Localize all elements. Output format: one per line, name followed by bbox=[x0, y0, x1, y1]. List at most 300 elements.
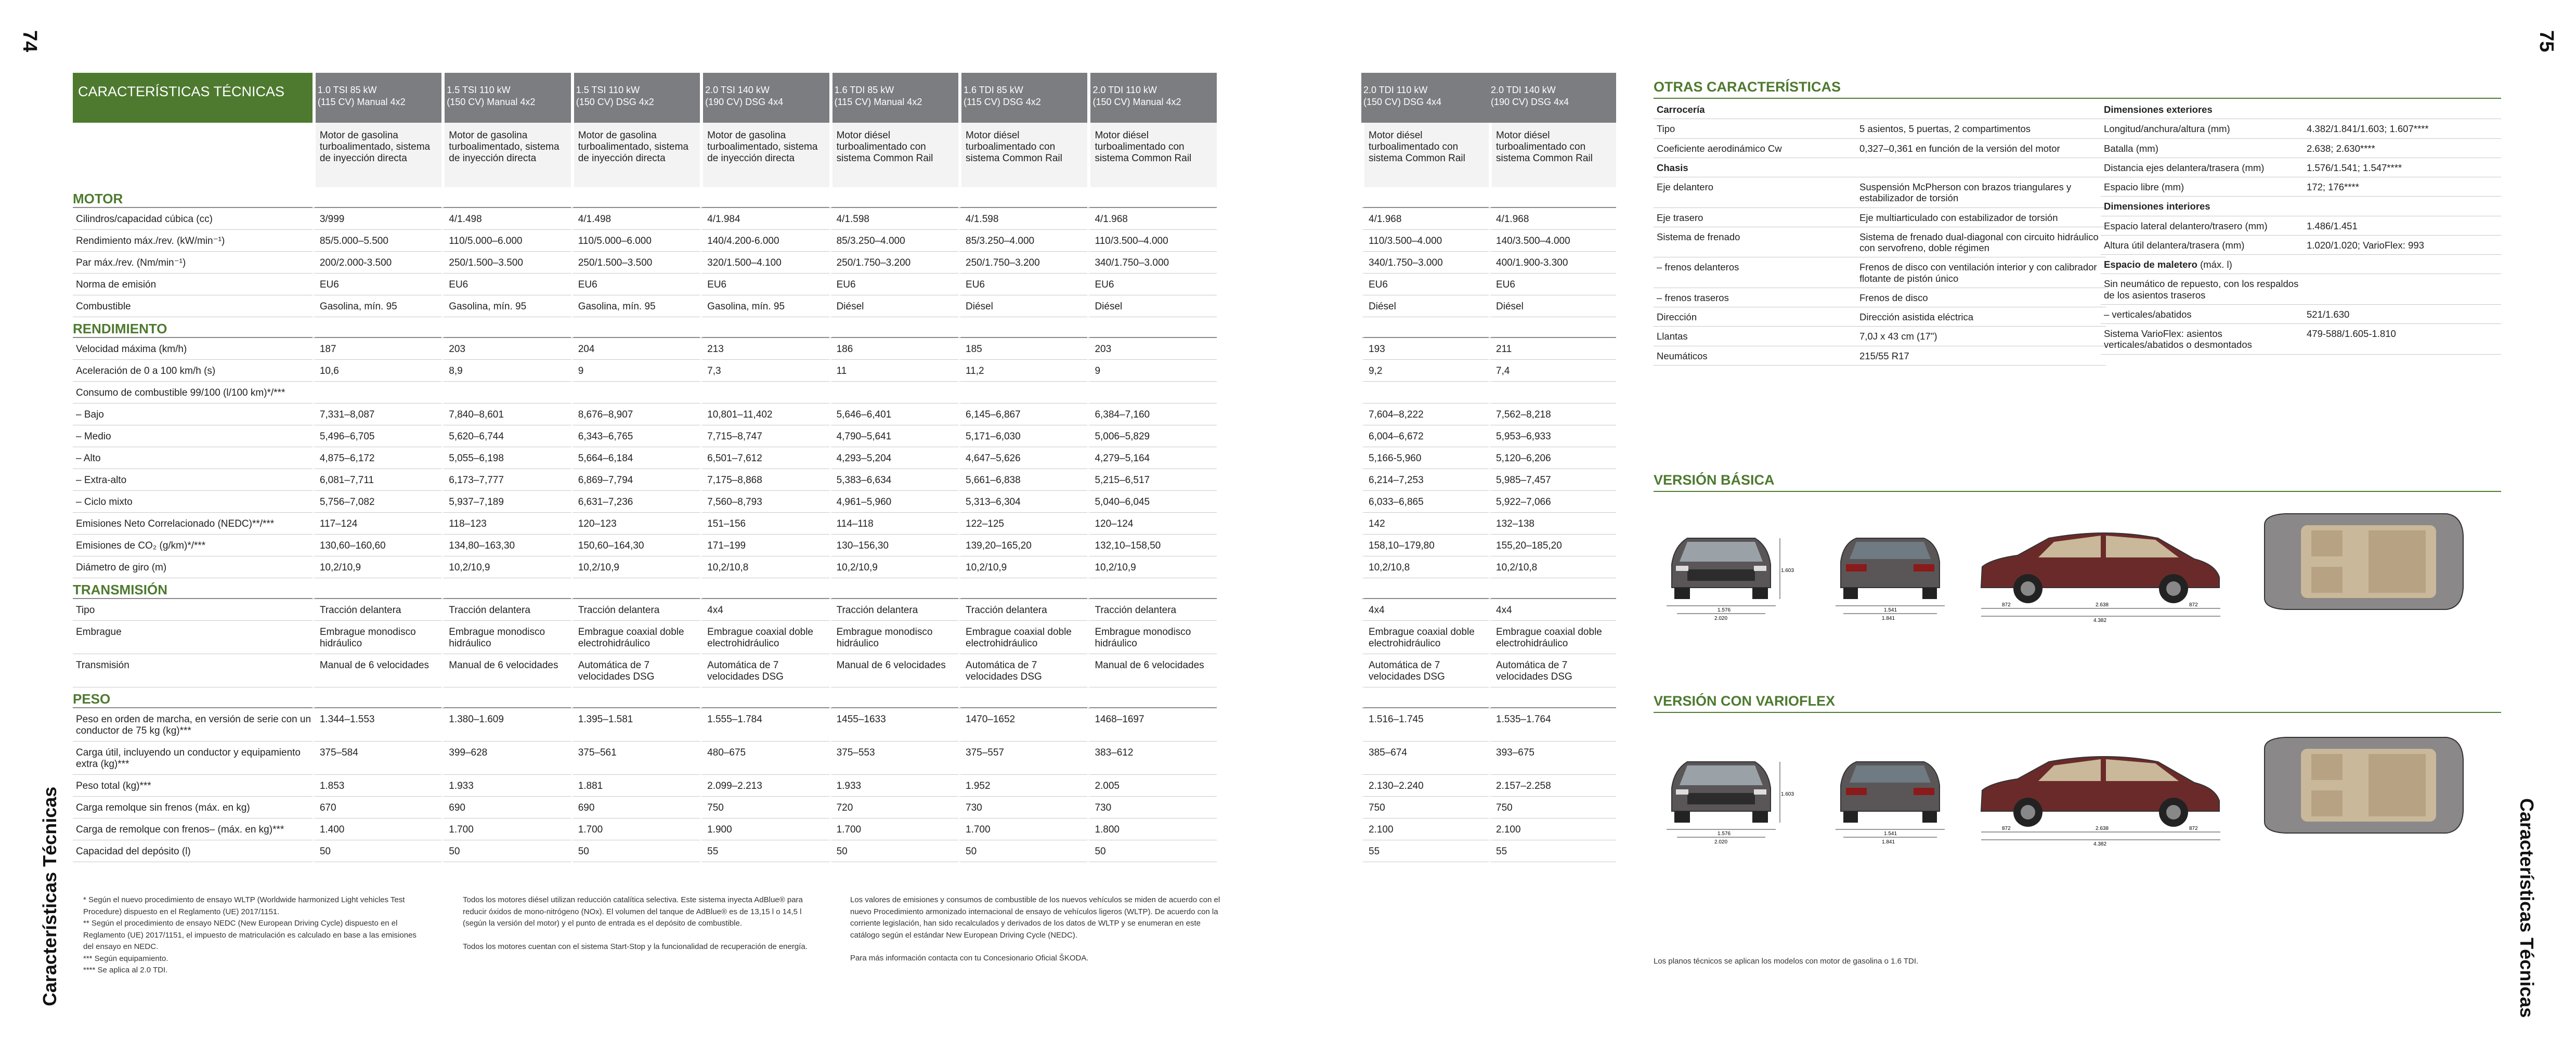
spec-cell: 4/1.968 bbox=[1087, 208, 1217, 230]
other-spec-value: Eje multiarticulado con estabilizador de torsión bbox=[1856, 207, 2106, 227]
other-spec-label: – verticales/abatidos bbox=[2101, 304, 2304, 323]
spec-cell: 50 bbox=[958, 840, 1087, 862]
spec-row-label: Velocidad máxima (km/h) bbox=[73, 338, 313, 360]
spec-cell: 5,620–6,744 bbox=[441, 425, 570, 447]
spec-cell: 6,869–7,794 bbox=[571, 469, 700, 491]
spec-cell: 5,313–6,304 bbox=[958, 491, 1087, 513]
spec-row-label: Norma de emisión bbox=[73, 274, 313, 295]
spec-cell: 7,715–8,747 bbox=[700, 425, 829, 447]
spec-cell: 383–612 bbox=[1087, 742, 1217, 775]
other-spec-value: Suspensión McPherson con brazos triangulares y estabilizador de torsión bbox=[1856, 177, 2106, 208]
other-spec-value: 7,0J x 43 cm (17") bbox=[1856, 327, 2106, 346]
engine-column-header bbox=[700, 73, 829, 123]
spec-cell: 1.933 bbox=[829, 775, 958, 797]
car-side-view bbox=[1971, 510, 2231, 624]
spec-cell: Embrague monodisco hidráulico bbox=[441, 621, 570, 654]
side-title-left: Características Técnicas bbox=[39, 786, 60, 1006]
spec-row-label: Capacidad del depósito (l) bbox=[73, 840, 313, 862]
spec-cell: 10,2/10,9 bbox=[571, 556, 700, 578]
spec-row-label: Aceleración de 0 a 100 km/h (s) bbox=[73, 360, 313, 382]
spec-cell: 7,562–8,218 bbox=[1489, 404, 1616, 425]
spec-cell: Gasolina, mín. 95 bbox=[571, 295, 700, 317]
spec-row-label: – Alto bbox=[73, 447, 313, 469]
spec-cell: 203 bbox=[441, 338, 570, 360]
spec-row-label: Carga remolque sin frenos (máx. en kg) bbox=[73, 797, 313, 818]
spec-cell: Diésel bbox=[958, 295, 1087, 317]
spec-cell: 1.555–1.784 bbox=[700, 708, 829, 742]
spec-cell: 9 bbox=[1087, 360, 1217, 382]
engine-variant: (190 CV) DSG 4x4 bbox=[705, 96, 784, 107]
spec-cell: Embrague coaxial doble electrohidráulico bbox=[700, 621, 829, 654]
spec-cell: 6,033–6,865 bbox=[1361, 491, 1489, 513]
dim-label: 1.841 bbox=[1882, 839, 1895, 845]
footnote: ** Según el procedimiento de ensayo NEDC (New European Driving Cycle) dispuesto en el Reglamento (UE) 2017/1151, el impuesto de matriculación es calculado en base a las emisiones del ensayo en NEDC. bbox=[83, 919, 417, 951]
spec-cell: Automática de 7 velocidades DSG bbox=[958, 654, 1087, 687]
spec-cell: Tracción delantera bbox=[958, 599, 1087, 621]
spec-cell: 1.380–1.609 bbox=[441, 708, 570, 742]
engine-variant: (150 CV) DSG 4x2 bbox=[576, 96, 654, 107]
spec-cell: 750 bbox=[1361, 797, 1489, 818]
spec-cell: Automática de 7 velocidades DSG bbox=[1489, 654, 1616, 687]
other-spec-label: Tipo bbox=[1654, 119, 1856, 138]
engine-variant: (150 CV) Manual 4x2 bbox=[1092, 96, 1181, 107]
engine-name: 1.5 TSI 110 kW bbox=[447, 85, 511, 95]
spec-cell: 480–675 bbox=[700, 742, 829, 775]
spec-cell: EU6 bbox=[958, 274, 1087, 295]
dim-label: 872 bbox=[2002, 826, 2011, 831]
spec-cell bbox=[313, 382, 441, 404]
spec-cell bbox=[958, 382, 1087, 404]
spec-cell: 1.933 bbox=[441, 775, 570, 797]
dim-label: 872 bbox=[2189, 602, 2198, 608]
spec-cell: 185 bbox=[958, 338, 1087, 360]
spec-cell: 10,2/10,8 bbox=[1361, 556, 1489, 578]
spec-cell: 158,10–179,80 bbox=[1361, 535, 1489, 556]
section-title: RENDIMIENTO bbox=[73, 317, 313, 338]
spec-cell: Diésel bbox=[1489, 295, 1616, 317]
spec-cell: 670 bbox=[313, 797, 441, 818]
spec-row-label: Embrague bbox=[73, 621, 313, 654]
other-spec-label: Altura útil delantera/trasera (mm) bbox=[2101, 235, 2304, 254]
spec-cell: 9,2 bbox=[1361, 360, 1489, 382]
car-rear-view bbox=[1828, 510, 1953, 624]
spec-cell: 5,166-5,960 bbox=[1361, 447, 1489, 469]
spec-cell: 151–156 bbox=[700, 513, 829, 535]
engine-column-header bbox=[571, 73, 700, 123]
dim-label: 1.576 bbox=[1718, 831, 1731, 837]
spec-cell bbox=[1361, 382, 1489, 404]
spec-cell: 114–118 bbox=[829, 513, 958, 535]
spec-cell: 7,604–8,222 bbox=[1361, 404, 1489, 425]
spec-cell bbox=[700, 382, 829, 404]
spec-cell: Manual de 6 velocidades bbox=[313, 654, 441, 687]
other-spec-label: Espacio libre (mm) bbox=[2101, 177, 2304, 197]
other-specs-subheading: Dimensiones interiores bbox=[2104, 201, 2210, 212]
spec-cell: 750 bbox=[1489, 797, 1616, 818]
spec-cell: 50 bbox=[313, 840, 441, 862]
other-specs-subheading: Dimensiones exteriores bbox=[2104, 104, 2213, 115]
spec-cell: Embrague monodisco hidráulico bbox=[1087, 621, 1217, 654]
spec-cell: 1470–1652 bbox=[958, 708, 1087, 742]
spec-cell bbox=[1489, 382, 1616, 404]
spec-cell: 10,6 bbox=[313, 360, 441, 382]
spec-row-label: Consumo de combustible 99/100 (l/100 km)*/*** bbox=[73, 382, 313, 404]
engine-name: 1.0 TSI 85 kW bbox=[317, 85, 377, 95]
engine-name: 2.0 TSI 140 kW bbox=[705, 85, 770, 95]
spec-row-label: – Ciclo mixto bbox=[73, 491, 313, 513]
dim-label: 1.603 bbox=[1781, 791, 1794, 797]
other-spec-value: 1.020/1.020; VarioFlex: 993 bbox=[2304, 235, 2501, 254]
spec-cell: EU6 bbox=[1361, 274, 1489, 295]
spec-cell: Embrague coaxial doble electrohidráulico bbox=[958, 621, 1087, 654]
spec-cell: 1.344–1.553 bbox=[313, 708, 441, 742]
spec-cell: Embrague coaxial doble electrohidráulico bbox=[1361, 621, 1489, 654]
engine-column-header bbox=[313, 73, 441, 123]
spec-cell: 8,9 bbox=[441, 360, 570, 382]
other-spec-value bbox=[2304, 274, 2501, 305]
spec-cell: 400/1.900-3.300 bbox=[1489, 252, 1616, 274]
footnote: Para más información contacta con tu Concesionario Oficial ŠKODA. bbox=[850, 954, 1089, 963]
spec-row-label: Carga útil, incluyendo un conductor y equipamiento extra (kg)*** bbox=[73, 742, 313, 775]
engine-description: Motor diésel turboalimentado con sistema Common Rail bbox=[829, 123, 958, 187]
spec-cell: 399–628 bbox=[441, 742, 570, 775]
spec-cell: 7,4 bbox=[1489, 360, 1616, 382]
other-spec-label: Llantas bbox=[1654, 327, 1856, 346]
other-specs-title: OTRAS CARACTERÍSTICAS bbox=[1654, 79, 1841, 95]
other-spec-value: Sistema de frenado dual-diagonal con circuito hidráulico con servofreno, doble régimen bbox=[1856, 227, 2106, 257]
spec-cell: Tracción delantera bbox=[441, 599, 570, 621]
spec-cell: EU6 bbox=[571, 274, 700, 295]
spec-cell bbox=[829, 382, 958, 404]
engine-variant: (150 CV) DSG 4x4 bbox=[1363, 96, 1442, 107]
spec-cell: 5,661–6,838 bbox=[958, 469, 1087, 491]
spec-cell: 5,937–7,189 bbox=[441, 491, 570, 513]
footnote: * Según el nuevo procedimiento de ensayo WLTP (Worldwide harmonized Light vehicles Test Procedure) dispuesto en el Reglamento (UE) 2017/1151. bbox=[83, 895, 405, 916]
spec-cell: 155,20–185,20 bbox=[1489, 535, 1616, 556]
engine-column-header bbox=[958, 73, 1087, 123]
spec-cell: 6,173–7,777 bbox=[441, 469, 570, 491]
spec-cell: 186 bbox=[829, 338, 958, 360]
engine-variant: (115 CV) DSG 4x2 bbox=[964, 96, 1041, 107]
spec-cell: 130–156,30 bbox=[829, 535, 958, 556]
spec-cell: 1.700 bbox=[441, 818, 570, 840]
spec-row-label: Combustible bbox=[73, 295, 313, 317]
dim-label: 2.638 bbox=[2096, 602, 2109, 608]
car-rear-view bbox=[1828, 733, 1953, 848]
dim-label: 1.841 bbox=[1882, 616, 1895, 621]
other-spec-label: Eje delantero bbox=[1654, 177, 1856, 208]
spec-cell: 139,20–165,20 bbox=[958, 535, 1087, 556]
spec-cell: 4/1.984 bbox=[700, 208, 829, 230]
spec-cell: 10,2/10,9 bbox=[829, 556, 958, 578]
other-spec-value: 521/1.630 bbox=[2304, 304, 2501, 323]
other-spec-label: Dirección bbox=[1654, 307, 1856, 327]
dim-label: 2.638 bbox=[2096, 826, 2109, 831]
other-spec-value: 2.638; 2.630**** bbox=[2304, 138, 2501, 158]
car-side-view bbox=[1971, 733, 2231, 848]
footnote-right: Los planos técnicos se aplican los modelos con motor de gasolina o 1.6 TDI. bbox=[1654, 957, 1919, 966]
spec-cell: EU6 bbox=[1489, 274, 1616, 295]
engine-description: Motor diésel turboalimentado con sistema Common Rail bbox=[1361, 123, 1489, 187]
other-spec-value: 0,327–0,361 en función de la versión del motor bbox=[1856, 138, 2106, 158]
spec-cell: 10,2/10,9 bbox=[1087, 556, 1217, 578]
spec-row-label: Emisiones de CO₂ (g/km)*/*** bbox=[73, 535, 313, 556]
spec-cell: 320/1.500–4.100 bbox=[700, 252, 829, 274]
other-specs-subheading: Chasis bbox=[1657, 162, 1688, 173]
spec-cell: 50 bbox=[441, 840, 570, 862]
spec-cell: 1.400 bbox=[313, 818, 441, 840]
spec-cell: Automática de 7 velocidades DSG bbox=[571, 654, 700, 687]
spec-cell: 1.535–1.764 bbox=[1489, 708, 1616, 742]
spec-cell: 5,055–6,198 bbox=[441, 447, 570, 469]
spec-cell: 55 bbox=[700, 840, 829, 862]
other-specs-subnote: (máx. l) bbox=[2200, 259, 2232, 270]
spec-cell: 193 bbox=[1361, 338, 1489, 360]
dim-label: 2.020 bbox=[1714, 839, 1728, 845]
other-spec-label: Eje trasero bbox=[1654, 207, 1856, 227]
engine-description: Motor diésel turboalimentado con sistema Common Rail bbox=[1489, 123, 1616, 187]
spec-cell: 385–674 bbox=[1361, 742, 1489, 775]
spec-cell: 4,647–5,626 bbox=[958, 447, 1087, 469]
engine-variant: (190 CV) DSG 4x4 bbox=[1491, 96, 1569, 107]
spec-cell: 213 bbox=[700, 338, 829, 360]
spec-cell: 110/5.000–6.000 bbox=[441, 230, 570, 252]
spec-cell: 2.100 bbox=[1489, 818, 1616, 840]
engine-description: Motor diésel turboalimentado con sistema Common Rail bbox=[958, 123, 1087, 187]
spec-cell: 4/1.598 bbox=[829, 208, 958, 230]
spec-cell: 5,496–6,705 bbox=[313, 425, 441, 447]
spec-cell: 3/999 bbox=[313, 208, 441, 230]
spec-row-label: – Extra-alto bbox=[73, 469, 313, 491]
spec-cell: 375–584 bbox=[313, 742, 441, 775]
spec-cell: 730 bbox=[958, 797, 1087, 818]
dim-label: 4.382 bbox=[2093, 841, 2107, 847]
spec-cell: Automática de 7 velocidades DSG bbox=[1361, 654, 1489, 687]
version-varioflex-rule bbox=[1654, 712, 2501, 713]
other-spec-label: Sin neumático de repuesto, con los respaldos de los asientos traseros bbox=[2101, 274, 2304, 305]
spec-cell: 55 bbox=[1361, 840, 1489, 862]
dim-label: 2.020 bbox=[1714, 616, 1728, 621]
spec-cell: 5,985–7,457 bbox=[1489, 469, 1616, 491]
engine-variant: (115 CV) Manual 4x2 bbox=[834, 96, 922, 107]
spec-cell: 4,875–6,172 bbox=[313, 447, 441, 469]
engine-name: 1.6 TDI 85 kW bbox=[964, 85, 1023, 95]
engine-variant: (115 CV) Manual 4x2 bbox=[317, 96, 406, 107]
spec-cell: 10,2/10,8 bbox=[1489, 556, 1616, 578]
spec-row-label: Cilindros/capacidad cúbica (cc) bbox=[73, 208, 313, 230]
spec-cell: 1.800 bbox=[1087, 818, 1217, 840]
page-number-right: 75 bbox=[2535, 30, 2557, 53]
footnote: Los valores de emisiones y consumos de combustible de los nuevos vehículos se miden de acuerdo con el nuevo Procedimiento armonizado internacional de ensayo de vehículos ligeros (WLTP). De acuerdo con la corriente legislación, han sido recalculados y derivados de los datos de WLTP y se enumeran en este catálogo según el estándar New European Driving Cycle (NEDC). bbox=[850, 895, 1220, 940]
spec-cell: 120–124 bbox=[1087, 513, 1217, 535]
spec-cell: 1.853 bbox=[313, 775, 441, 797]
spec-cell: 55 bbox=[1489, 840, 1616, 862]
engine-column-header bbox=[829, 73, 958, 123]
section-title: TRANSMISIÓN bbox=[73, 578, 313, 599]
spec-cell: 5,756–7,082 bbox=[313, 491, 441, 513]
dim-label: 872 bbox=[2002, 602, 2011, 608]
spec-cell: 4/1.598 bbox=[958, 208, 1087, 230]
spec-cell: 250/1.750–3.200 bbox=[829, 252, 958, 274]
page-number-left: 74 bbox=[19, 30, 41, 53]
spec-row-label: Rendimiento máx./rev. (kW/min⁻¹) bbox=[73, 230, 313, 252]
spec-cell: 11,2 bbox=[958, 360, 1087, 382]
footnotes-col2 bbox=[463, 894, 827, 953]
other-spec-value: 4.382/1.841/1.603; 1.607**** bbox=[2304, 119, 2501, 138]
engine-description: Motor de gasolina turboalimentado, sistema de inyección directa bbox=[571, 123, 700, 187]
spec-cell: 375–561 bbox=[571, 742, 700, 775]
spec-cell: 130,60–160,60 bbox=[313, 535, 441, 556]
other-specs-subheading: Carrocería bbox=[1657, 104, 1705, 115]
spec-cell: 110/5.000–6.000 bbox=[571, 230, 700, 252]
spec-cell: Diésel bbox=[829, 295, 958, 317]
spec-cell: 6,214–7,253 bbox=[1361, 469, 1489, 491]
other-spec-label: Sistema VarioFlex: asientos verticales/abatidos o desmontados bbox=[2101, 324, 2304, 355]
other-spec-label: Distancia ejes delantera/trasera (mm) bbox=[2101, 158, 2304, 177]
engine-variant: (150 CV) Manual 4x2 bbox=[447, 96, 536, 107]
engine-column-header bbox=[1489, 73, 1616, 123]
engine-description: Motor de gasolina turboalimentado, sistema de inyección directa bbox=[313, 123, 441, 187]
spec-cell: 187 bbox=[313, 338, 441, 360]
spec-header-label: CARACTERÍSTICAS TÉCNICAS bbox=[73, 73, 313, 123]
spec-cell: Manual de 6 velocidades bbox=[441, 654, 570, 687]
other-spec-label: Sistema de frenado bbox=[1654, 227, 1856, 257]
footnote: Todos los motores diésel utilizan reducción catalítica selectiva. Este sistema inyecta AdBlue® para reducir óxidos de mono-nitrógeno (NOx). El volumen del tanque de AdBlue® es de 13,15 l o 14,5 l (según la versión del motor) y el punto de entrada es el depósito de combustible. bbox=[463, 895, 803, 928]
spec-cell: 110/3.500–4.000 bbox=[1361, 230, 1489, 252]
spec-cell: 11 bbox=[829, 360, 958, 382]
version-basic-title: VERSIÓN BÁSICA bbox=[1654, 472, 1775, 488]
spec-cell: 2.005 bbox=[1087, 775, 1217, 797]
other-spec-label: – frenos delanteros bbox=[1654, 257, 1856, 288]
engine-name: 1.6 TDI 85 kW bbox=[834, 85, 894, 95]
spec-cell: 6,501–7,612 bbox=[700, 447, 829, 469]
spec-cell bbox=[571, 382, 700, 404]
spec-cell: Tracción delantera bbox=[313, 599, 441, 621]
spec-cell: 5,383–6,634 bbox=[829, 469, 958, 491]
spec-cell: Diésel bbox=[1087, 295, 1217, 317]
spec-cell: Gasolina, mín. 95 bbox=[313, 295, 441, 317]
spec-cell: 720 bbox=[829, 797, 958, 818]
spec-row-label: Transmisión bbox=[73, 654, 313, 687]
spec-cell: 9 bbox=[571, 360, 700, 382]
spec-cell: 690 bbox=[441, 797, 570, 818]
spec-row-label: Diámetro de giro (m) bbox=[73, 556, 313, 578]
spec-cell: 4x4 bbox=[1361, 599, 1489, 621]
spec-cell: 5,120–6,206 bbox=[1489, 447, 1616, 469]
spec-cell: 1468–1697 bbox=[1087, 708, 1217, 742]
footnotes-col3 bbox=[850, 894, 1225, 965]
spec-cell: Tracción delantera bbox=[1087, 599, 1217, 621]
other-spec-label: Coeficiente aerodinámico Cw bbox=[1654, 138, 1856, 158]
spec-cell: 7,175–8,868 bbox=[700, 469, 829, 491]
spec-cell: EU6 bbox=[829, 274, 958, 295]
spec-cell: 250/1.750–3.200 bbox=[958, 252, 1087, 274]
dim-label: 1.541 bbox=[1884, 831, 1897, 837]
spec-cell: 122–125 bbox=[958, 513, 1087, 535]
other-specs-rule bbox=[1654, 98, 2501, 99]
spec-cell: 2.157–2.258 bbox=[1489, 775, 1616, 797]
spec-cell: 142 bbox=[1361, 513, 1489, 535]
spec-cell: EU6 bbox=[313, 274, 441, 295]
spec-cell: 340/1.750–3.000 bbox=[1087, 252, 1217, 274]
footnote: Todos los motores cuentan con el sistema Start-Stop y la funcionalidad de recuperación de energía. bbox=[463, 942, 808, 951]
spec-cell: 5,646–6,401 bbox=[829, 404, 958, 425]
spec-cell: 393–675 bbox=[1489, 742, 1616, 775]
spec-cell: 1.900 bbox=[700, 818, 829, 840]
spec-cell: 5,953–6,933 bbox=[1489, 425, 1616, 447]
spec-cell: 10,2/10,9 bbox=[313, 556, 441, 578]
spec-cell: 6,145–6,867 bbox=[958, 404, 1087, 425]
spec-cell: 134,80–163,30 bbox=[441, 535, 570, 556]
spec-cell: Automática de 7 velocidades DSG bbox=[700, 654, 829, 687]
engine-column-header bbox=[441, 73, 570, 123]
dim-label: 872 bbox=[2189, 826, 2198, 831]
dim-label: 4.382 bbox=[2093, 618, 2107, 623]
spec-cell: 110/3.500–4.000 bbox=[1087, 230, 1217, 252]
spec-cell: 7,840–8,601 bbox=[441, 404, 570, 425]
spec-cell: 4,790–5,641 bbox=[829, 425, 958, 447]
spec-row-label: Peso en orden de marcha, en versión de serie con un conductor de 75 kg (kg)*** bbox=[73, 708, 313, 742]
other-spec-value: 5 asientos, 5 puertas, 2 compartimentos bbox=[1856, 119, 2106, 138]
other-spec-value: Dirección asistida eléctrica bbox=[1856, 307, 2106, 327]
spec-cell bbox=[1087, 382, 1217, 404]
footnotes-col1 bbox=[83, 894, 426, 977]
dim-label: 1.603 bbox=[1781, 568, 1794, 574]
spec-cell: 10,2/10,8 bbox=[700, 556, 829, 578]
spec-cell: 10,2/10,9 bbox=[958, 556, 1087, 578]
spec-cell: 6,384–7,160 bbox=[1087, 404, 1217, 425]
spec-cell: 5,922–7,066 bbox=[1489, 491, 1616, 513]
spec-cell: Gasolina, mín. 95 bbox=[441, 295, 570, 317]
spec-cell: 5,040–6,045 bbox=[1087, 491, 1217, 513]
spec-cell: 690 bbox=[571, 797, 700, 818]
spec-cell: 4/1.498 bbox=[571, 208, 700, 230]
spec-cell: 1.395–1.581 bbox=[571, 708, 700, 742]
spec-row-label: – Bajo bbox=[73, 404, 313, 425]
spec-cell: 6,343–6,765 bbox=[571, 425, 700, 447]
spec-cell: 6,631–7,236 bbox=[571, 491, 700, 513]
spec-row-label: – Medio bbox=[73, 425, 313, 447]
spec-cell: 1.700 bbox=[958, 818, 1087, 840]
spec-cell: Gasolina, mín. 95 bbox=[700, 295, 829, 317]
spec-cell: 117–124 bbox=[313, 513, 441, 535]
spec-table-right bbox=[1361, 73, 1616, 862]
spec-cell: 85/3.250–4.000 bbox=[958, 230, 1087, 252]
engine-name: 2.0 TDI 110 kW bbox=[1363, 85, 1428, 95]
spec-cell: 250/1.500–3.500 bbox=[441, 252, 570, 274]
other-spec-label: Espacio lateral delantero/trasero (mm) bbox=[2101, 216, 2304, 235]
spec-cell: 171–199 bbox=[700, 535, 829, 556]
spec-cell: 4,279–5,164 bbox=[1087, 447, 1217, 469]
spec-row-label: Carga de remolque con frenos– (máx. en kg)*** bbox=[73, 818, 313, 840]
other-spec-value: Frenos de disco bbox=[1856, 288, 2106, 307]
spec-cell: 150,60–164,30 bbox=[571, 535, 700, 556]
spec-cell: 4x4 bbox=[700, 599, 829, 621]
spec-cell: 1.700 bbox=[571, 818, 700, 840]
other-spec-value: Frenos de disco con ventilación interior y con calibrador flotante de pistón único bbox=[1856, 257, 2106, 288]
spec-cell: 85/5.000–5.500 bbox=[313, 230, 441, 252]
spec-table-left bbox=[73, 73, 1217, 862]
section-title: PESO bbox=[73, 687, 313, 708]
side-title-right: Características Técnicas bbox=[2516, 798, 2538, 1018]
spec-cell: EU6 bbox=[1087, 274, 1217, 295]
spec-cell: 1.881 bbox=[571, 775, 700, 797]
spec-cell: Embrague coaxial doble electrohidráulico bbox=[1489, 621, 1616, 654]
spec-cell: 250/1.500–3.500 bbox=[571, 252, 700, 274]
spec-cell: Manual de 6 velocidades bbox=[829, 654, 958, 687]
engine-name: 2.0 TDI 110 kW bbox=[1092, 85, 1157, 95]
spec-cell: 7,560–8,793 bbox=[700, 491, 829, 513]
